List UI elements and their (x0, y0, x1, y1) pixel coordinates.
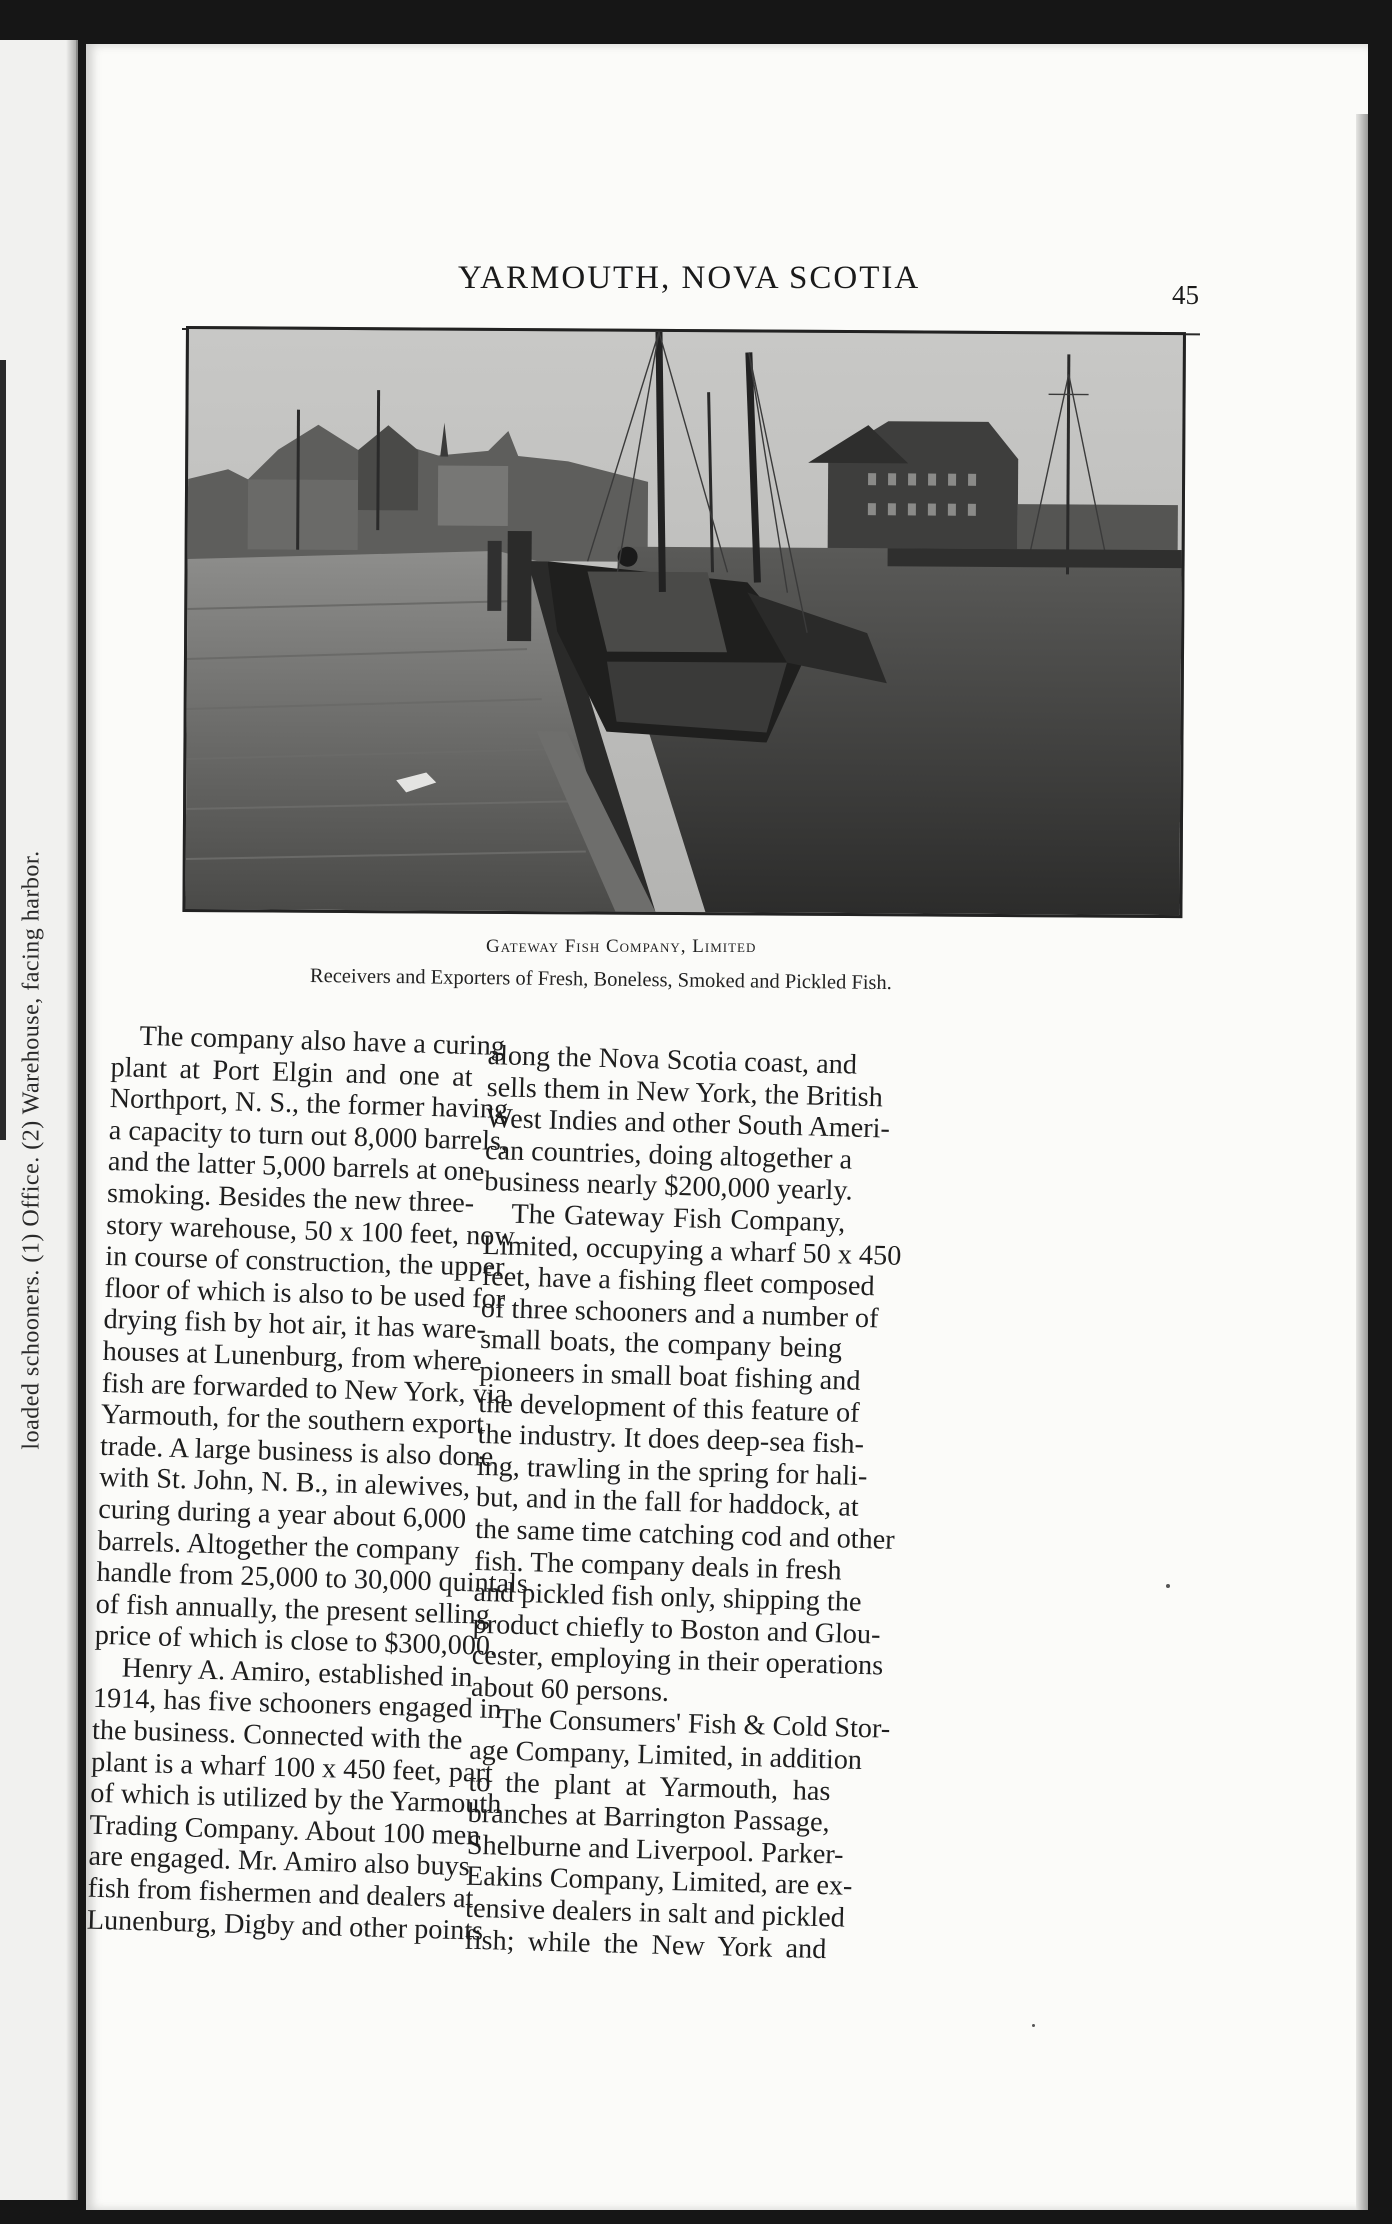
text-line: along the Nova Scotia coast, and (487, 1040, 858, 1081)
text-line: Eakins Company, Limited, are ex- (465, 1861, 853, 1903)
text-line: the development of this feature of (478, 1387, 860, 1429)
text-line: 1914, has five schooners engaged in (92, 1683, 502, 1726)
wharf-photograph (182, 326, 1186, 918)
text-line: can countries, doing altogether a (484, 1134, 853, 1176)
text-line: of fish annually, the present selling (95, 1588, 491, 1631)
text-line: the business. Connected with the (91, 1714, 463, 1757)
text-line: sells them in New York, the British (486, 1071, 884, 1113)
text-line: floor of which is also to be used for (104, 1272, 506, 1315)
text-line: age Company, Limited, in addition (468, 1734, 863, 1777)
text-line: Yarmouth, for the southern export (100, 1398, 485, 1441)
text-line: West Indies and other South Ameri- (485, 1103, 891, 1145)
text-line: Northport, N. S., the former having (109, 1083, 509, 1126)
text-line: product chiefly to Boston and Glou- (472, 1608, 881, 1651)
text-line: trade. A large business is also done (99, 1430, 494, 1473)
text-line: fish from fishermen and dealers at (87, 1872, 474, 1915)
text-line: ing, trawling in the spring for hali- (476, 1450, 868, 1492)
text-line: and pickled fish only, shipping the (473, 1576, 862, 1619)
running-head: YARMOUTH, NOVA SCOTIA (458, 260, 921, 296)
text-line: small boats, the company being (479, 1324, 843, 1365)
text-line: houses at Lunenburg, from where (102, 1335, 483, 1378)
text-line: branches at Barrington Passage, (467, 1797, 831, 1839)
text-line: handle from 25,000 to 30,000 quintals (96, 1556, 529, 1600)
text-line: smoking. Besides the new three- (106, 1177, 475, 1220)
text-line: are engaged. Mr. Amiro also buys (88, 1841, 471, 1883)
text-line: fish; while the New York and (464, 1924, 827, 1965)
text-line: barrels. Altogether the company (97, 1525, 460, 1567)
text-line: plant at Port Elgin and one at (110, 1051, 473, 1093)
text-line: price of which is close to $300,000. (94, 1620, 498, 1663)
text-line: a capacity to turn out 8,000 barrels, (108, 1114, 509, 1157)
text-line: Shelburne and Liverpool. Parker- (466, 1829, 844, 1871)
text-line: business nearly $200,000 yearly. (483, 1166, 854, 1207)
text-line: curing during a year about 6,000 (97, 1493, 467, 1535)
text-line: of which is utilized by the Yarmouth (89, 1777, 502, 1821)
text-line: fish. The company deals in fresh (473, 1545, 843, 1586)
gutter-shadow (66, 40, 76, 2200)
text-line: tensive dealers in salt and pickled (464, 1892, 846, 1934)
page-edge (1356, 114, 1368, 2210)
text-line: the industry. It does deep-sea fish- (477, 1418, 865, 1461)
previous-page-shadow (0, 360, 6, 1140)
text-line: The Consumers' Fish & Cold Stor- (497, 1703, 891, 1746)
text-line: pioneers in small boat fishing and (478, 1355, 861, 1397)
text-line: plant is a wharf 100 x 450 feet, part (90, 1746, 494, 1789)
text-line: cester, employing in their operations (471, 1640, 884, 1682)
text-line: feet, have a fishing fleet composed (481, 1261, 875, 1303)
previous-page-caption: loaded schooners. (1) Office. (2) Warehouse, facing harbor. (18, 850, 45, 1450)
text-line: Henry A. Amiro, established in (121, 1652, 473, 1694)
paper-speck (1166, 1584, 1170, 1588)
text-line: with St. John, N. B., in alewives, (98, 1462, 471, 1504)
text-line: Lunenburg, Digby and other points (86, 1904, 484, 1947)
book-page (86, 44, 1368, 2210)
text-line: story warehouse, 50 x 100 feet, now (105, 1209, 516, 1252)
figure-caption-title: Gateway Fish Company, Limited (486, 936, 757, 957)
text-line: to the plant at Yarmouth, has (468, 1766, 831, 1807)
figure-caption-text: Receivers and Exporters of Fresh, Boneless, Smoked and Pickled Fish. (309, 965, 892, 995)
text-line: The company also have a curing (139, 1020, 506, 1062)
text-line: Limited, occupying a wharf 50 x 450 (482, 1229, 902, 1272)
text-line: fish are forwarded to New York, via (101, 1367, 508, 1410)
text-line: and the latter 5,000 barrels at one (107, 1146, 485, 1188)
text-column-right (464, 1040, 902, 1965)
wharf-photo-drawing (185, 329, 1183, 915)
text-line: the same time catching cod and other (474, 1513, 895, 1556)
paper-speck (1032, 2024, 1035, 2027)
text-line: but, and in the fall for haddock, at (475, 1482, 860, 1524)
previous-page-edge (0, 40, 78, 2200)
text-line: The Gateway Fish Company, (511, 1198, 846, 1239)
text-line: in course of construction, the upper (104, 1241, 505, 1284)
text-line: drying fish by hot air, it has ware- (103, 1304, 487, 1346)
text-column-left (86, 1020, 529, 1947)
text-line: Trading Company. About 100 men (89, 1809, 481, 1852)
page-number: 45 (1172, 280, 1199, 310)
text-line: about 60 persons. (470, 1671, 670, 1708)
text-line: of three schooners and a number of (480, 1292, 879, 1335)
